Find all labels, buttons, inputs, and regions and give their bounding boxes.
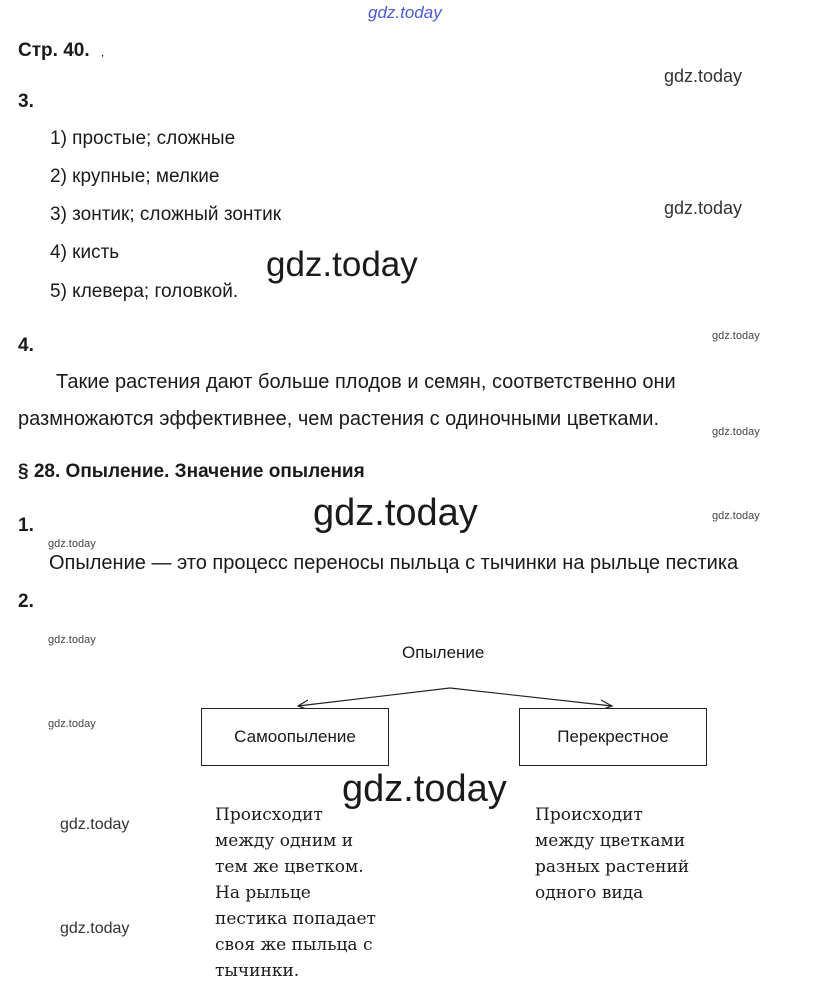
task-1-text: Опыление — это процесс переносы пыльца с тычинки на рыльце пестика — [49, 552, 739, 574]
task-3-item-3: 3) зонтик; сложный зонтик — [50, 204, 282, 225]
description-line: своя же пыльца с — [215, 935, 373, 955]
description-line: пестика попадает — [215, 909, 376, 929]
watermark: gdz.today — [60, 816, 130, 833]
diagram-box-self-pollination-label: Самоопыление — [234, 727, 356, 746]
task-3-number: 3. — [18, 91, 34, 112]
watermark: gdz.today — [712, 426, 760, 438]
task-3-item-5: 5) клевера; головкой. — [50, 281, 239, 302]
diagram-cross-pollination-description — [535, 802, 689, 906]
task-4-line-2: размножаются эффективнее, чем растения с одиночными цветками. — [18, 408, 659, 430]
diagram-box-cross-pollination — [519, 708, 707, 766]
page-reference-text: Стр. 40. — [18, 40, 90, 61]
watermark: gdz.today — [712, 510, 760, 522]
watermark: gdz.today — [664, 198, 743, 218]
diagram-box-cross-pollination-label: Перекрестное — [557, 727, 669, 746]
task-3-item-2: 2) крупные; мелкие — [50, 166, 220, 187]
page-reference-mark: , — [100, 45, 105, 59]
watermark-large: gdz.today — [342, 768, 507, 810]
task-4-number: 4. — [18, 335, 34, 356]
description-line: тем же цветком. — [215, 857, 364, 877]
watermark: gdz.today — [60, 920, 130, 937]
diagram-self-pollination-description — [215, 802, 376, 984]
description-line: На рыльце — [215, 883, 311, 903]
description-line: Происходит — [535, 805, 643, 825]
diagram-root-label: Опыление — [402, 643, 485, 662]
task-3-item-1: 1) простые; сложные — [50, 128, 236, 149]
diagram-box-self-pollination — [201, 708, 389, 766]
watermark-large: gdz.today — [313, 492, 478, 534]
watermark: gdz.today — [48, 538, 96, 550]
watermark-large: gdz.today — [266, 245, 418, 284]
task-2-number: 2. — [18, 591, 34, 612]
description-line: одного вида — [535, 883, 644, 903]
watermark: gdz.today — [664, 66, 743, 86]
watermark: gdz.today — [712, 330, 760, 342]
description-line: Происходит — [215, 805, 323, 825]
description-line: между цветками — [535, 831, 686, 851]
task-1-number: 1. — [18, 515, 34, 536]
description-line: тычинки. — [215, 961, 300, 981]
task-3-item-4: 4) кисть — [50, 242, 120, 263]
description-line: между одним и — [215, 831, 354, 851]
watermark-top: gdz.today — [368, 3, 442, 22]
watermark: gdz.today — [48, 718, 96, 730]
section-title: § 28. Опыление. Значение опыления — [18, 461, 365, 482]
watermark: gdz.today — [48, 634, 96, 646]
task-4-line-1: Такие растения дают больше плодов и семян, соответственно они — [56, 371, 676, 393]
description-line: разных растений — [535, 857, 690, 877]
